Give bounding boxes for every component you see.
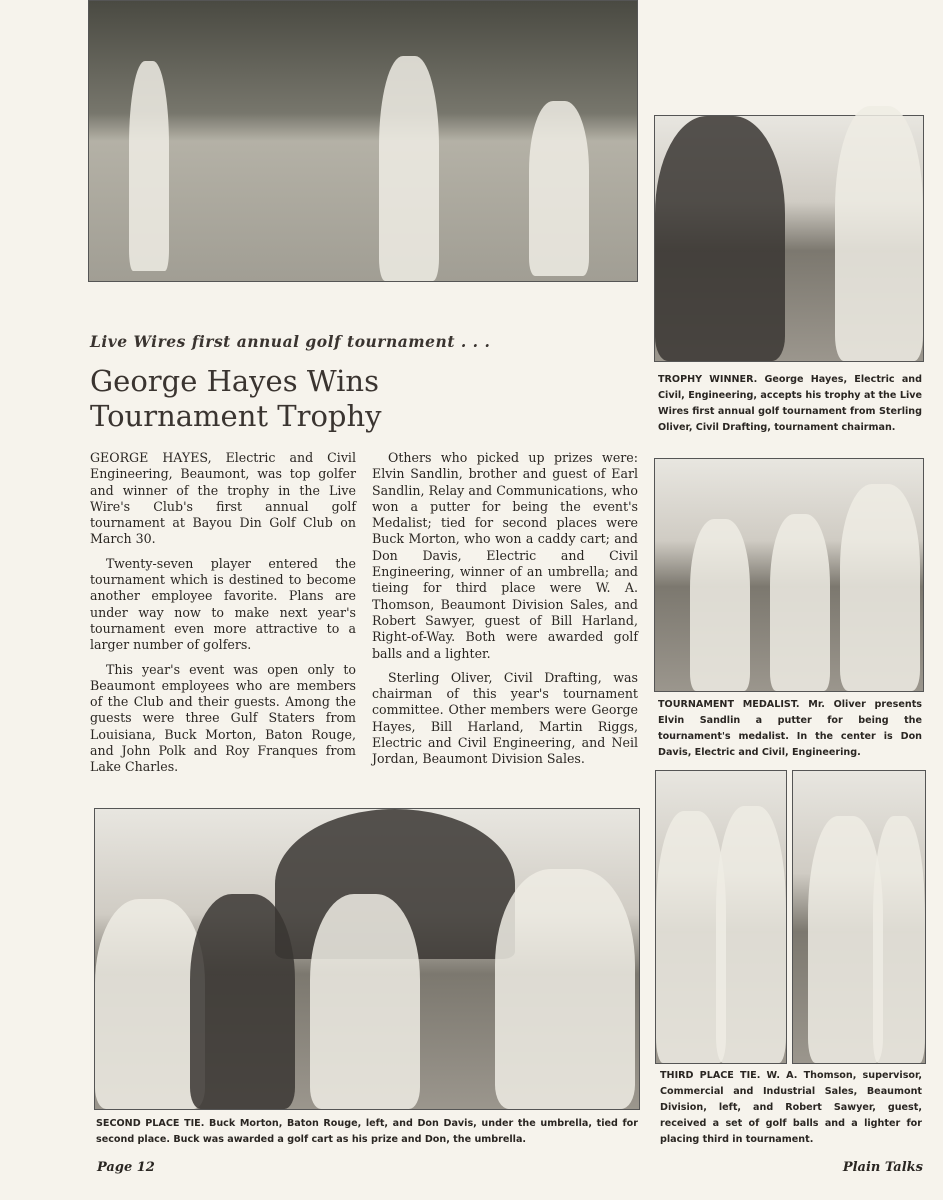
title-line-1: George Hayes Wins — [90, 364, 379, 398]
publication-name: Plain Talks — [842, 1160, 923, 1175]
paragraph: Twenty-seven player entered the tournament which is destined to become another employee favorite. Plans are under way now to make next year's tournament even more attractive to a larger number of golfers. — [90, 555, 356, 653]
paragraph: Sterling Oliver, Civil Drafting, was chairman of this year's tournament committee. Other members were George Hayes, Bill Harland, Martin Riggs, Electric and Civil Engineering, and Neil Jordan, Beaumont Division Sales. — [372, 669, 638, 767]
photo-third-place-thomson — [655, 770, 787, 1064]
photo-second-place-tie — [94, 808, 640, 1110]
photo-tournament-medalist — [654, 458, 924, 692]
article-column-2 — [372, 450, 638, 776]
title-line-2: Tournament Trophy — [90, 399, 382, 433]
caption-trophy-winner: TROPHY WINNER. George Hayes, Electric and Civil, Engineering, accepts his trophy at the Live Wires first annual golf tournament from Sterling Oliver, Civil Drafting, tournament chairman. — [658, 374, 922, 433]
article-kicker: Live Wires first annual golf tournament . . . — [90, 332, 491, 351]
article-column-1 — [90, 450, 356, 784]
paragraph: Others who picked up prizes were: Elvin Sandlin, brother and guest of Earl Sandlin, Relay and Communications, who won a putter for being the event's Medalist; tied for second places were Buck Morton, who won a caddy cart; and Don Davis, Electric and Civil Engineering, winner of an umbrella; and tieing for third place were W. A. Thomson, Beaumont Division Sales, and Robert Sawyer, guest of Bill Harland, Right-of-Way. Both were awarded golf balls and a lighter. — [372, 450, 638, 661]
caption-tournament-medalist: TOURNAMENT MEDALIST. Mr. Oliver presents Elvin Sandlin a putter for being the tournament's medalist. In the center is Don Davis, Electric and Civil, Engineering. — [658, 699, 922, 758]
photo-third-place-sawyer — [792, 770, 926, 1064]
caption-second-place-tie: SECOND PLACE TIE. Buck Morton, Baton Rouge, left, and Don Davis, under the umbrella, tied for second place. Buck was awarded a golf cart as his prize and Don, the umbrella. — [96, 1118, 638, 1145]
photo-trophy-winner — [654, 115, 924, 362]
caption-third-place-tie: THIRD PLACE TIE. W. A. Thomson, supervisor, Commercial and Industrial Sales, Beaumont Division, left, and Robert Sawyer, guest, received a set of golf balls and a lighter for placing third in tournament. — [660, 1070, 922, 1145]
article-title — [90, 364, 382, 434]
paragraph: This year's event was open only to Beaumont employees who are members of the Club and their guests. Among the guests were three Gulf Staters from Louisiana, Buck Morton, Baton Rouge, and John Polk and Roy Franques from Lake Charles. — [90, 661, 356, 775]
page-number: Page 12 — [97, 1160, 155, 1175]
paragraph: GEORGE HAYES, Electric and Civil Engineering, Beaumont, was top golfer and winner of the trophy in the Live Wire's Club's first annual golf tournament at Bayou Din Golf Club on March 30. — [90, 450, 356, 547]
photo-golfers-putting — [88, 0, 638, 282]
